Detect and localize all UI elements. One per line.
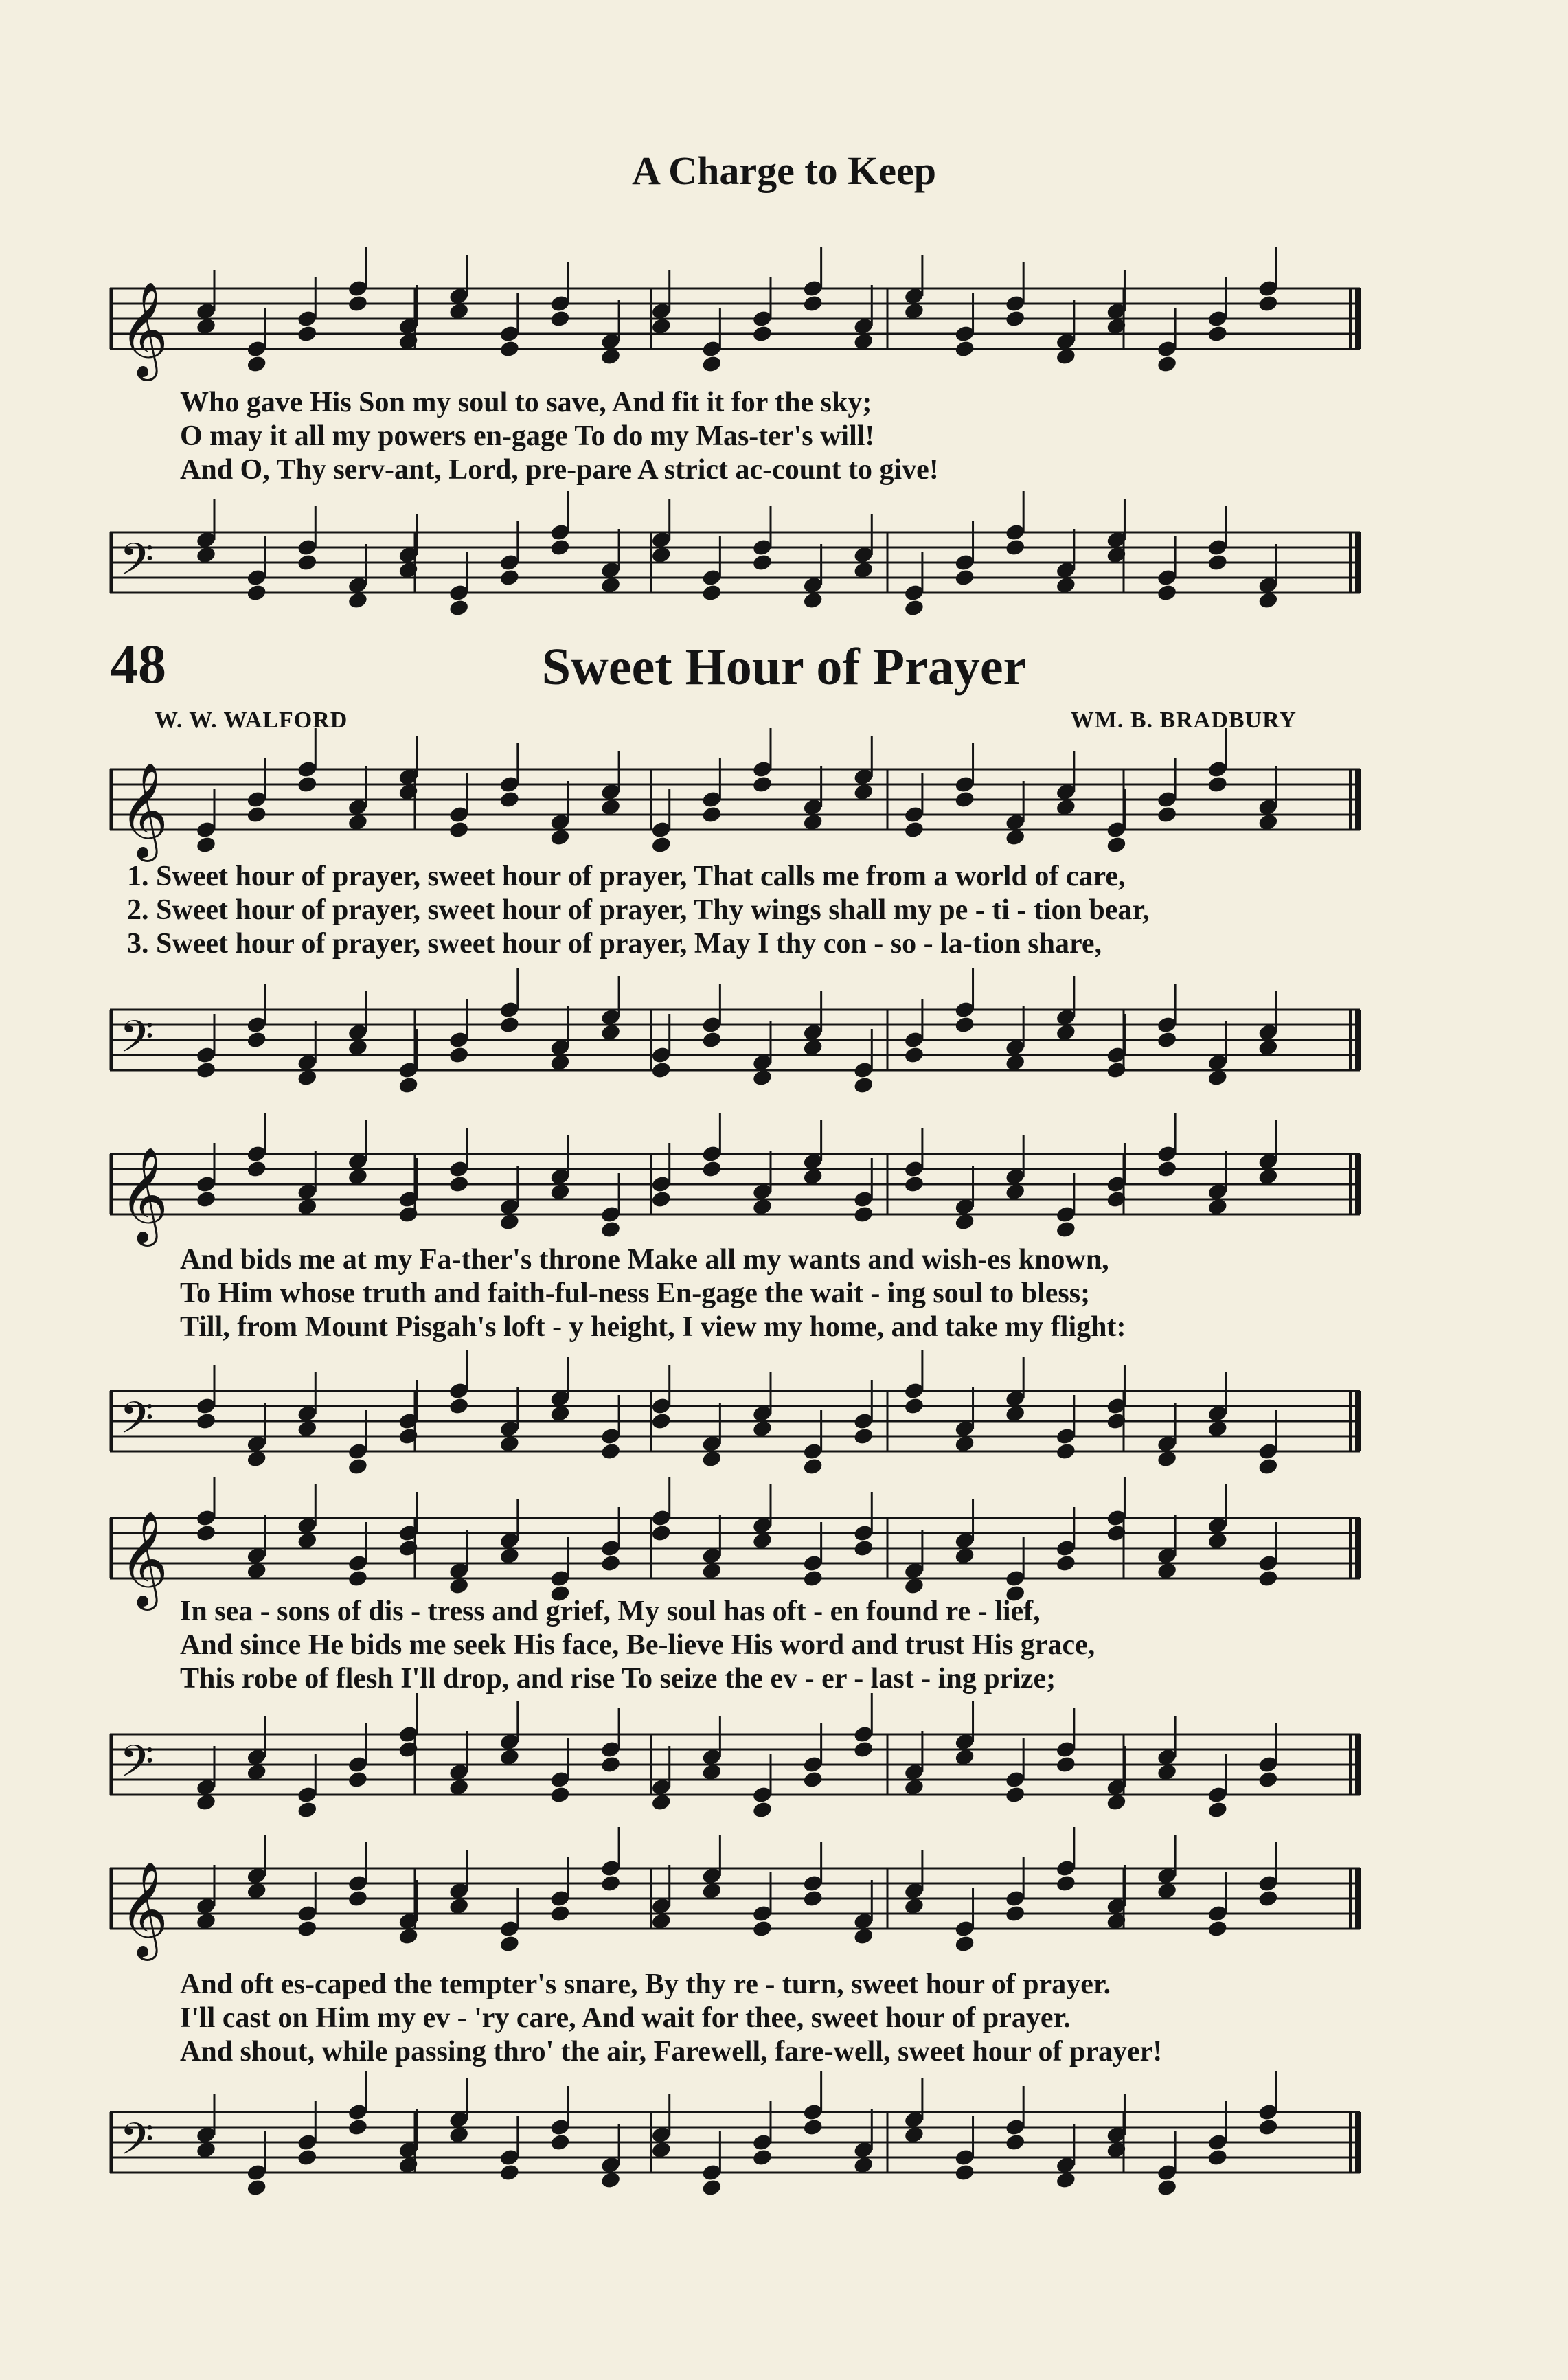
treble-clef-icon: 𝄞 [120,762,168,858]
note-head [1207,553,1228,572]
lyric-line: And oft es-caped the tempter's snare, By thy re - turn, sweet hour of prayer. [180,1969,1111,2000]
note-head [751,1800,773,1820]
verse-lyrics [180,1968,1348,2069]
note-head [954,790,975,809]
note-head [347,294,368,313]
lyric-line: 3. Sweet hour of prayer, sweet hour of prayer, May I thy con - so - la-tion share, [127,928,1102,960]
note-head [701,1159,723,1179]
note-head [499,2163,520,2182]
bass-staff [110,519,1360,608]
bass-clef-icon: 𝄢 [120,2114,155,2176]
lyric-line: Who gave His Son my soul to save, And fit it for the sky; [180,387,872,418]
note-head [701,805,723,824]
note-head [499,790,520,809]
note-head [297,775,318,794]
previous-hymn-lyrics [180,386,1348,487]
lyric-line: 1. Sweet hour of prayer, sweet hour of prayer, That calls me from a world of care, [127,861,1126,892]
note-head [347,2118,368,2137]
note-head [1156,1159,1177,1179]
treble-staff [110,756,1360,858]
note-head [701,583,723,602]
note-head [347,1569,368,1588]
note-head [1005,309,1026,328]
note-head [751,1919,773,1938]
note-head [398,1076,419,1095]
note-head [246,805,267,824]
verse-lyrics [127,860,1295,961]
note-head [1005,538,1026,557]
note-head [549,1904,571,1923]
note-head [549,2133,571,2152]
note-head [448,820,470,839]
note-head [650,1190,672,1209]
note-head [903,1175,924,1194]
note-head [1207,2148,1228,2167]
note-head [954,1934,975,1953]
note-head [347,1457,368,1476]
note-head [701,1030,723,1050]
note-head [1005,2133,1026,2152]
lyric-line: This robe of flesh I'll drop, and rise To seize the ev - er - last - ing prize; [180,1663,1056,1695]
note-head [499,568,520,587]
note-head [1055,1755,1076,1774]
note-head [499,339,520,359]
note-head [1156,2178,1177,2197]
note-head [297,1800,318,1820]
bass-clef-icon: 𝄢 [120,1393,155,1455]
note-head [701,354,723,374]
note-head [448,1045,470,1065]
lyricist-credit: W. W. WALFORD [155,707,348,733]
note-head [1258,2118,1279,2137]
note-head [549,309,571,328]
lyric-line: In sea - sons of dis - tress and grief, My soul has oft - en found re - lief, [180,1596,1041,1627]
note-head [600,1442,621,1461]
note-head [246,354,267,374]
hymn-number: 48 [110,633,166,695]
note-head [195,1190,216,1209]
treble-staff [110,275,1360,377]
note-head [499,1015,520,1034]
note-head [1106,835,1127,854]
note-head [195,1523,216,1543]
note-head [701,2178,723,2197]
note-head [1207,1800,1228,1820]
note-head [802,1457,823,1476]
treble-clef-icon: 𝄞 [120,1147,168,1243]
note-head [650,1412,672,1431]
note-head [600,1220,621,1239]
note-head [246,1030,267,1050]
note-head [1207,324,1228,343]
note-head [549,538,571,557]
note-head [1005,1904,1026,1923]
note-head [954,568,975,587]
lyric-line: And O, Thy serv-ant, Lord, pre-pare A strict ac-count to give! [180,454,939,486]
note-head [853,1076,874,1095]
note-head [802,294,823,313]
note-head [246,1159,267,1179]
treble-clef-icon: 𝄞 [120,282,168,377]
note-head [1156,583,1177,602]
bass-clef-icon: 𝄢 [120,1736,155,1798]
note-head [448,598,470,617]
note-head [549,1785,571,1804]
lyric-line: Till, from Mount Pisgah's loft - y height, I view my home, and take my flight: [180,1311,1126,1343]
lyric-line: And since He bids me seek His face, Be-lieve His word and trust His grace, [180,1629,1095,1661]
treble-clef-icon: 𝄞 [120,1861,168,1957]
note-head [903,820,924,839]
note-head [954,339,975,359]
note-head [195,835,216,854]
note-head [751,2148,773,2167]
note-head [297,324,318,343]
bass-staff [110,996,1360,1085]
note-head [1258,1569,1279,1588]
note-head [751,775,773,794]
note-head [1005,1785,1026,1804]
note-head [853,1205,874,1224]
lyric-line: O may it all my powers en-gage To do my Mas-ter's will! [180,420,875,452]
note-head [1207,775,1228,794]
note-head [600,1554,621,1573]
note-head [751,553,773,572]
note-head [448,1396,470,1416]
note-head [853,1539,874,1558]
note-head [802,1569,823,1588]
note-head [1258,1457,1279,1476]
previous-hymn-title: A Charge to Keep [632,148,936,193]
note-head [903,598,924,617]
bass-staff [110,1377,1360,1466]
note-head [347,1889,368,1908]
note-head [751,324,773,343]
note-head [1156,354,1177,374]
note-head [1258,1770,1279,1789]
treble-staff [110,1504,1360,1607]
lyric-line: And shout, while passing thro' the air, Farewell, fare-well, sweet hour of prayer! [180,2036,1163,2067]
note-head [297,1919,318,1938]
lyric-line: To Him whose truth and faith-ful-ness En-gage the wait - ing soul to bless; [180,1278,1091,1309]
note-head [347,1770,368,1789]
note-head [297,2148,318,2167]
bass-clef-icon: 𝄢 [120,1012,155,1074]
verse-lyrics [180,1243,1348,1344]
lyric-line: And bids me at my Fa-ther's throne Make all my wants and wish-es known, [180,1244,1109,1276]
note-head [600,1755,621,1774]
note-head [903,1396,924,1416]
note-head [853,1427,874,1446]
note-head [600,1874,621,1893]
note-head [1258,1889,1279,1908]
lyric-line: 2. Sweet hour of prayer, sweet hour of prayer, Thy wings shall my pe - ti - tion bear, [127,894,1150,926]
note-head [1055,1442,1076,1461]
hymn-title: Sweet Hour of Prayer [541,638,1027,696]
note-head [903,1045,924,1065]
note-head [802,1770,823,1789]
note-head [802,2118,823,2137]
note-head [853,1740,874,1759]
note-head [1055,1554,1076,1573]
bass-staff [110,1721,1360,1810]
note-head [954,2163,975,2182]
note-head [802,1889,823,1908]
note-head [499,1934,520,1953]
bass-staff [110,2098,1360,2188]
note-head [650,1523,672,1543]
note-head [1055,1220,1076,1239]
note-head [448,1175,470,1194]
note-head [1055,1874,1076,1893]
lyric-line: I'll cast on Him my ev - 'ry care, And wait for thee, sweet hour of prayer. [180,2002,1071,2034]
note-head [246,583,267,602]
note-head [195,1412,216,1431]
treble-staff [110,1855,1360,1957]
note-head [1258,294,1279,313]
note-head [954,1015,975,1034]
verse-lyrics [180,1595,1348,1696]
note-head [1156,1030,1177,1050]
note-head [297,553,318,572]
treble-staff [110,1140,1360,1243]
note-head [650,1061,672,1080]
note-head [650,835,672,854]
note-head [246,2178,267,2197]
note-head [1156,805,1177,824]
bass-clef-icon: 𝄢 [120,534,155,596]
note-head [195,1061,216,1080]
note-head [1207,1919,1228,1938]
treble-clef-icon: 𝄞 [120,1511,168,1607]
composer-credit: WM. B. BRADBURY [1070,707,1297,733]
